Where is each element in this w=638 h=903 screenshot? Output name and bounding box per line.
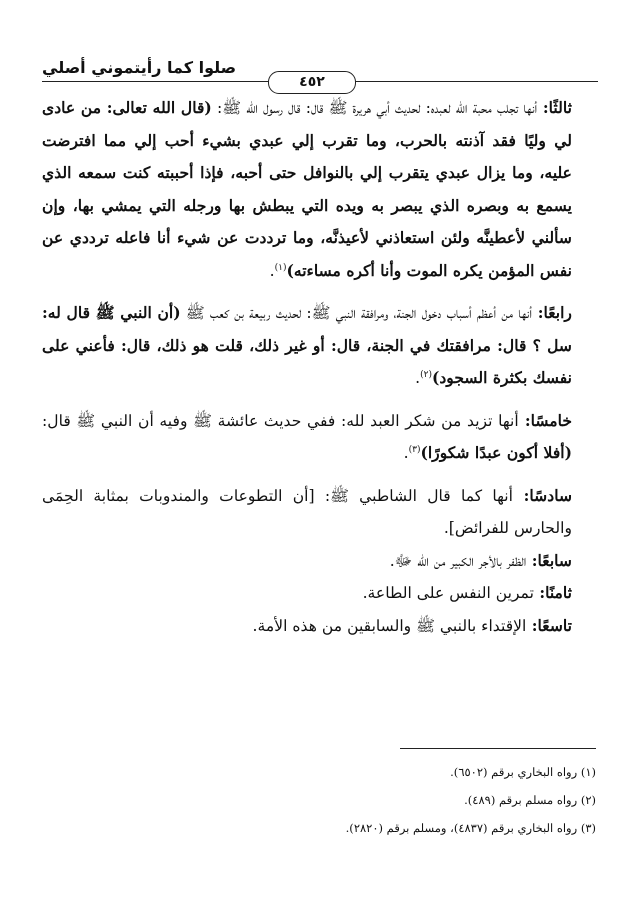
running-header-title: صلوا كما رأيتموني أصلي xyxy=(42,58,237,77)
paragraph-text: الظفر بالأجر الكبير من الله ﷻ. xyxy=(389,551,527,570)
footnote-ref: (١) xyxy=(274,262,287,273)
footnote-separator xyxy=(400,748,596,749)
paragraph-end: . xyxy=(269,261,275,280)
paragraph-end: . xyxy=(415,369,421,387)
footnote-item: (٣) رواه البخاري برقم (٤٨٣٧)، ومسلم برقم (٢٨٢٠). xyxy=(345,821,596,835)
footnote-ref: (٢) xyxy=(420,369,432,380)
paragraph-text: أنها تجلب محبة الله لعبده: لحديث أبي هريرة ﷺ قال: قال رسول الله ﷺ: xyxy=(211,99,538,117)
paragraph-label: ثالثًا: xyxy=(537,98,572,117)
paragraph-sixth xyxy=(42,480,600,545)
page-number: ٤٥٢ xyxy=(268,71,356,94)
paragraph-fourth xyxy=(42,297,600,395)
paragraph-text: أنها تزيد من شكر العبد لله: ففي حديث عائشة ﷺ وفيه أن النبي ﷺ قال: xyxy=(42,411,519,430)
paragraph-ninth xyxy=(42,610,600,643)
footnotes xyxy=(346,758,596,842)
paragraph-text: الإقتداء بالنبي ﷺ والسابقين من هذه الأمة. xyxy=(252,616,527,635)
hadith-quote: (قال الله تعالى: من عادى لي وليًا فقد آذنته بالحرب، وما تقرب إلي عبدي بشيء أحب إلي مما افترضت عليه، وما يزال عبدي يتقرب إلي بالنوافل حتى أحبه، فإذا أحببته كنت سمعه الذي يسمع به وبصره الذي يبصر به ويده التي يبطش بها ورجله التي يمشي بها، وإن سألني لأعطينَّه ولئن استعاذني لأعيذنَّه، وما ترددت عن شيء أنا فاعله ترددي عن نفس المؤمن يكره الموت وأنا أكره مساءته) xyxy=(42,98,572,280)
paragraph-label: سادسًا: xyxy=(512,485,573,505)
paragraph-text: أنها كما قال الشاطبي ﷺ: [أن التطوعات والمندوبات بمثابة الحِمَى والحارس للفرائض]. xyxy=(42,486,572,537)
paragraph-text: تمرين النفس على الطاعة. xyxy=(362,584,534,602)
paragraph-seventh xyxy=(42,545,600,578)
hadith-quote: (أن النبي ﷺ قال له: سل ؟ قال: مرافقتك في الجنة، قال: أو غير ذلك، قلت هو ذلك، قال: فأعني على نفسك بكثرة السجود) xyxy=(42,303,572,387)
paragraph-text: أنها من أعظم أسباب دخول الجنة، ومرافقة النبي ﷺ: لحديث ربيعة بن كعب ﷺ xyxy=(180,304,533,322)
footnote-item: (١) رواه البخاري برقم (٦٥٠٢). xyxy=(450,765,596,779)
footnote-item: (٢) رواه مسلم برقم (٤٨٩). xyxy=(464,793,596,807)
paragraph-label: ثامنًا: xyxy=(533,583,572,602)
footnote-ref: (٣) xyxy=(408,444,421,455)
paragraph-end: . xyxy=(403,444,409,462)
paragraph-fifth xyxy=(42,405,600,470)
paragraph-third xyxy=(42,92,600,287)
paragraph-label: خامسًا: xyxy=(518,410,573,430)
paragraph-eighth xyxy=(42,577,600,610)
paragraph-label: رابعًا: xyxy=(532,303,572,322)
hadith-quote: (أفلا أكون عبدًا شكورًا) xyxy=(420,443,572,462)
main-text xyxy=(42,92,600,642)
paragraph-label: تاسعًا: xyxy=(526,615,572,635)
paragraph-label: سابعًا: xyxy=(526,550,572,570)
